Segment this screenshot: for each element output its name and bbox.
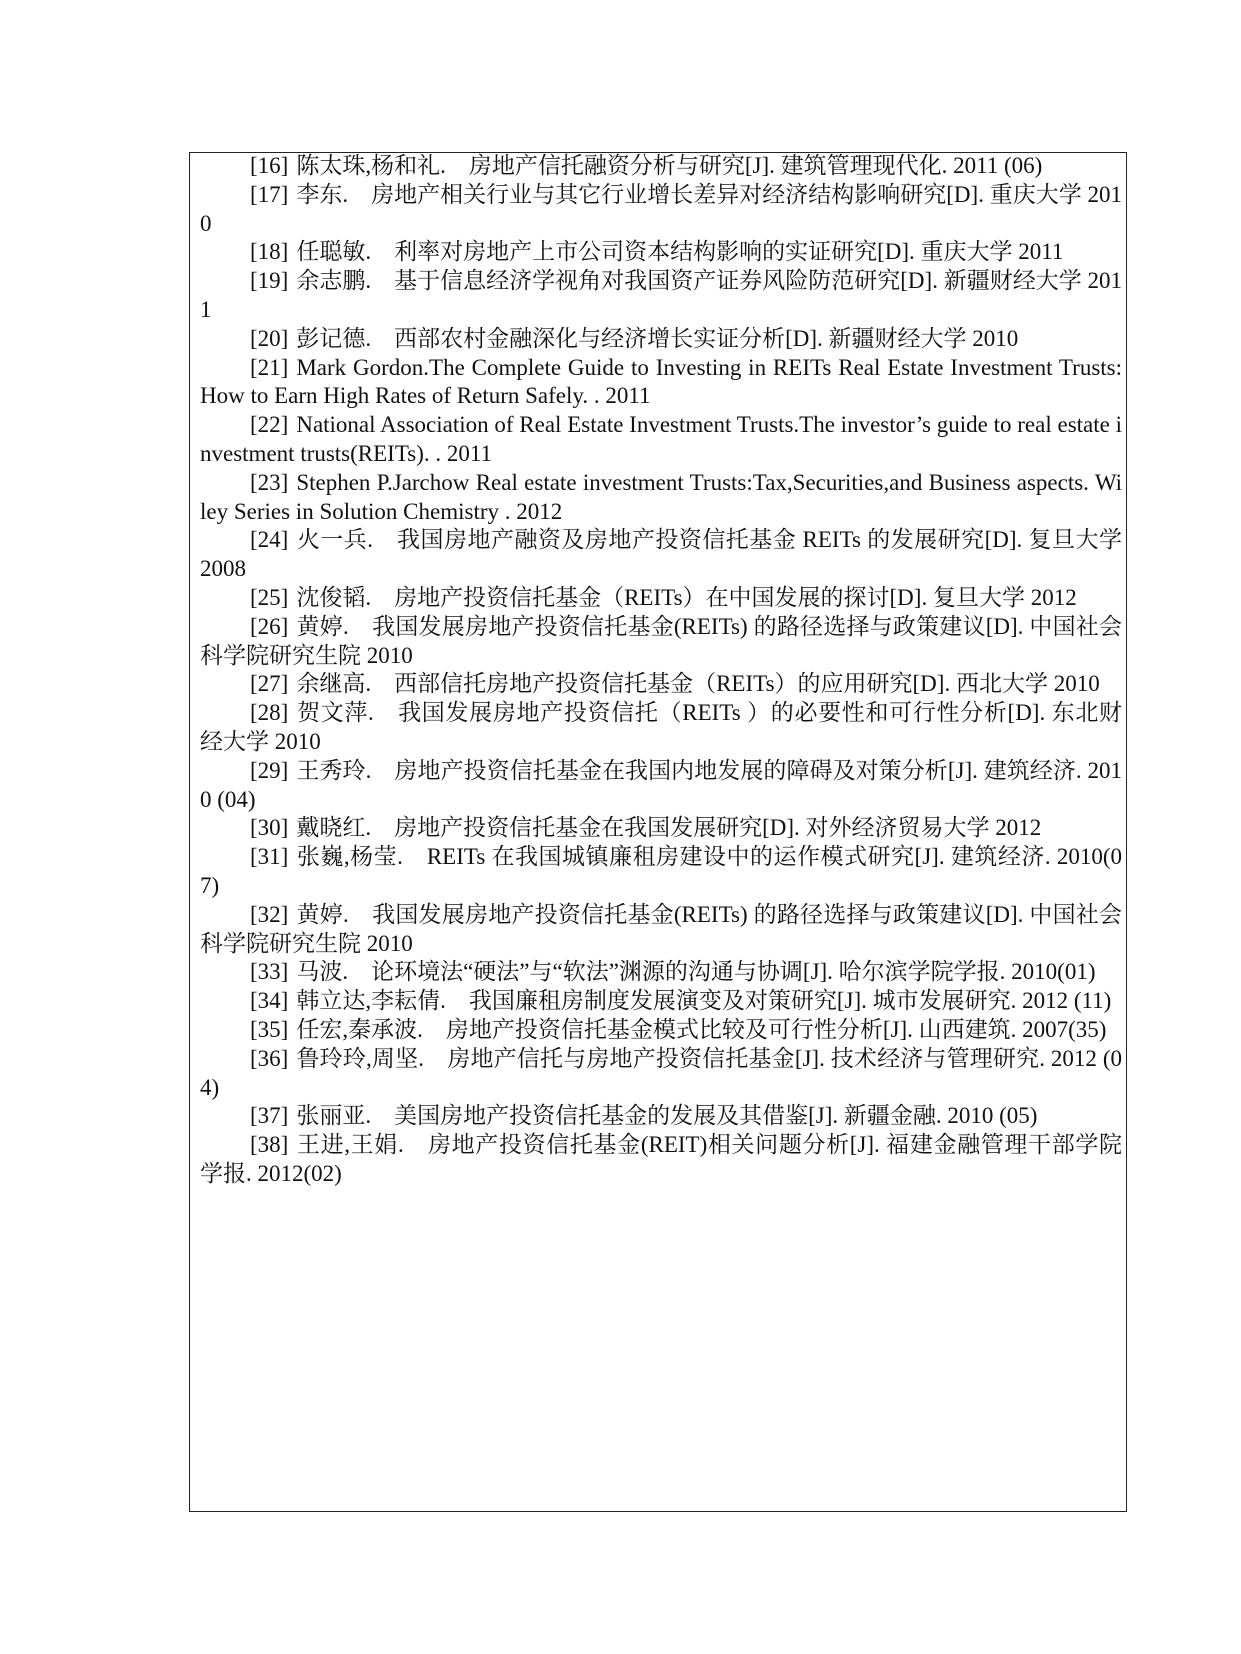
reference-text: 余继高. 西部信托房地产投资信托基金（REITs）的应用研究[D]. 西北大学 2010 xyxy=(296,671,1100,697)
reference-item xyxy=(200,1131,1122,1189)
reference-number: [34] xyxy=(250,988,289,1014)
reference-number: [30] xyxy=(250,815,289,841)
reference-number: [32] xyxy=(250,901,289,927)
reference-number: [22] xyxy=(250,412,289,438)
reference-item xyxy=(200,1102,1122,1131)
reference-list xyxy=(200,152,1122,1189)
reference-item xyxy=(200,958,1122,987)
reference-item xyxy=(200,613,1122,671)
reference-item xyxy=(200,325,1122,354)
reference-number: [35] xyxy=(250,1016,289,1042)
reference-number: [37] xyxy=(250,1103,289,1129)
reference-text: 李东. 房地产相关行业与其它行业增长差异对经济结构影响研究[D]. 重庆大学 2010 xyxy=(200,181,1122,236)
reference-number: [24] xyxy=(250,527,289,553)
reference-text: 韩立达,李耘倩. 我国廉租房制度发展演变及对策研究[J]. 城市发展研究. 2012 (11) xyxy=(296,988,1112,1014)
reference-item xyxy=(200,267,1122,325)
reference-item xyxy=(200,987,1122,1016)
reference-number: [26] xyxy=(250,613,289,639)
reference-number: [18] xyxy=(250,239,289,265)
reference-number: [28] xyxy=(250,700,289,726)
reference-text: 王进,王娟. 房地产投资信托基金(REIT)相关问题分析[J]. 福建金融管理干部学院学报. 2012(02) xyxy=(200,1132,1122,1186)
reference-number: [27] xyxy=(250,671,289,697)
reference-number: [38] xyxy=(250,1132,289,1158)
reference-text: 火一兵. 我国房地产融资及房地产投资信托基金 REITs 的发展研究[D]. 复旦大学 2008 xyxy=(200,527,1122,582)
reference-text: 余志鹏. 基于信息经济学视角对我国资产证券风险防范研究[D]. 新疆财经大学 2011 xyxy=(200,268,1122,322)
reference-number: [17] xyxy=(250,181,289,207)
reference-item xyxy=(200,584,1122,613)
reference-number: [36] xyxy=(250,1045,289,1071)
reference-item xyxy=(200,411,1122,469)
reference-text: 陈太珠,杨和礼. 房地产信托融资分析与研究[J]. 建筑管理现代化. 2011 (06) xyxy=(296,153,1043,178)
reference-text: 王秀玲. 房地产投资信托基金在我国内地发展的障碍及对策分析[J]. 建筑经济. 2010 (04) xyxy=(200,757,1122,812)
reference-text: 鲁玲玲,周坚. 房地产信托与房地产投资信托基金[J]. 技术经济与管理研究. 2012 (04) xyxy=(200,1045,1122,1100)
reference-text: 张巍,杨莹. REITs 在我国城镇廉租房建设中的运作模式研究[J]. 建筑经济. 2010(07) xyxy=(200,844,1122,898)
reference-text: 任聪敏. 利率对房地产上市公司资本结构影响的实证研究[D]. 重庆大学 2011 xyxy=(296,239,1064,265)
reference-item xyxy=(200,699,1122,757)
reference-text: 马波. 论环境法“硬法”与“软法”渊源的沟通与协调[J]. 哈尔滨学院学报. 2010(01) xyxy=(296,959,1096,985)
reference-number: [16] xyxy=(250,153,289,178)
reference-text: 任宏,秦承波. 房地产投资信托基金模式比较及可行性分析[J]. 山西建筑. 2007(35) xyxy=(296,1016,1107,1042)
reference-item xyxy=(200,901,1122,959)
reference-text: 黄婷. 我国发展房地产投资信托基金(REITs) 的路径选择与政策建议[D]. 中国社会科学院研究生院 2010 xyxy=(200,901,1122,956)
reference-number: [19] xyxy=(250,268,289,294)
reference-item xyxy=(200,757,1122,815)
reference-item xyxy=(200,469,1122,527)
reference-text: National Association of Real Estate Investment Trusts.The investor’s guide to real estate investment trusts(REITs). . 2011 xyxy=(200,412,1122,466)
reference-item xyxy=(200,152,1122,181)
reference-text: Mark Gordon.The Complete Guide to Investing in REITs Real Estate Investment Trusts: How to Earn High Rates of Return Safely. . 2011 xyxy=(200,354,1122,409)
reference-item xyxy=(200,670,1122,699)
reference-text: 彭记德. 西部农村金融深化与经济增长实证分析[D]. 新疆财经大学 2010 xyxy=(296,325,1019,351)
reference-text: 张丽亚. 美国房地产投资信托基金的发展及其借鉴[J]. 新疆金融. 2010 (05) xyxy=(296,1103,1038,1129)
reference-number: [31] xyxy=(250,844,289,870)
reference-text: 沈俊韬. 房地产投资信托基金（REITs）在中国发展的探讨[D]. 复旦大学 2012 xyxy=(296,584,1077,610)
reference-number: [29] xyxy=(250,757,289,783)
reference-number: [20] xyxy=(250,325,289,351)
reference-item xyxy=(200,354,1122,412)
reference-text: 黄婷. 我国发展房地产投资信托基金(REITs) 的路径选择与政策建议[D]. 中国社会科学院研究生院 2010 xyxy=(200,613,1122,668)
reference-text: 贺文萍. 我国发展房地产投资信托（REITs ）的必要性和可行性分析[D]. 东北财经大学 2010 xyxy=(200,700,1122,754)
reference-item xyxy=(200,238,1122,267)
reference-item xyxy=(200,181,1122,239)
reference-number: [21] xyxy=(250,354,289,380)
reference-text: Stephen P.Jarchow Real estate investment Trusts:Tax,Securities,and Business aspects. Wiley Series in Solution Chemistry . 2012 xyxy=(200,469,1122,524)
reference-number: [33] xyxy=(250,959,289,985)
reference-item xyxy=(200,1045,1122,1103)
reference-item xyxy=(200,1016,1122,1045)
reference-number: [25] xyxy=(250,584,289,610)
reference-item xyxy=(200,814,1122,843)
reference-number: [23] xyxy=(250,469,289,495)
reference-item xyxy=(200,843,1122,901)
reference-item xyxy=(200,526,1122,584)
reference-text: 戴晓红. 房地产投资信托基金在我国发展研究[D]. 对外经济贸易大学 2012 xyxy=(296,815,1042,841)
